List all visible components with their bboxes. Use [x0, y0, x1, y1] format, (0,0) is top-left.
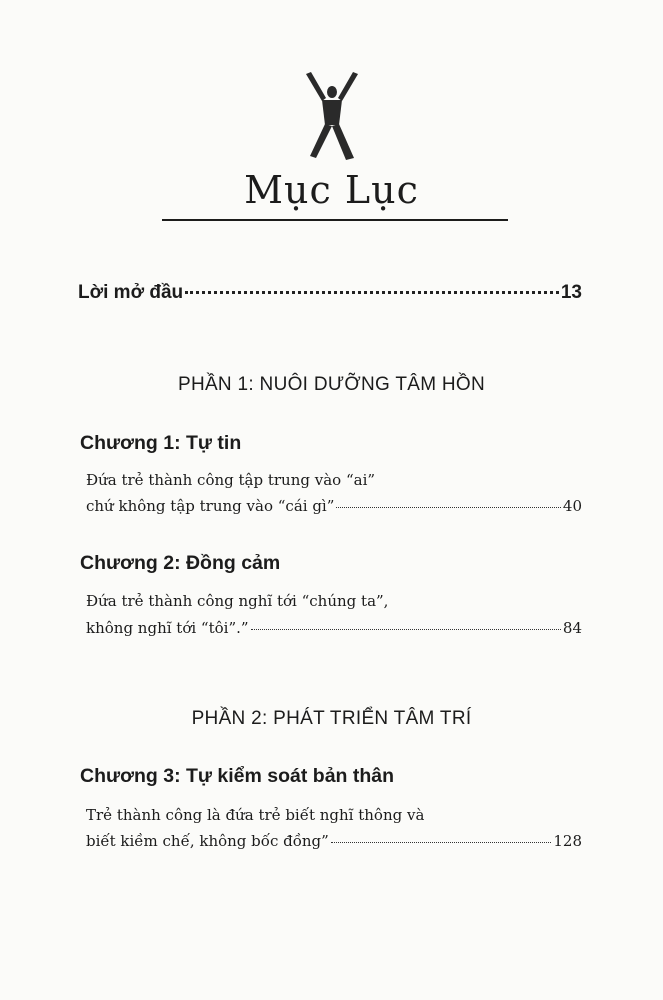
chapter-3-desc-line2: biết kiềm chế, không bốc đồng” [86, 832, 329, 850]
intro-page: 13 [560, 282, 582, 303]
dot-leader [331, 842, 552, 843]
chapter-2-desc-line1: Đứa trẻ thành công nghĩ tới “chúng ta”, [86, 592, 389, 610]
chapter-2-heading: Chương 2: Đồng cảm [80, 552, 281, 574]
chapter-1-heading: Chương 1: Tự tin [80, 432, 242, 454]
chapter-2-desc-line2: không nghĩ tới “tôi”.” [86, 619, 249, 637]
chapter-2-entry [86, 619, 582, 637]
chapter-1-desc-line2: chứ không tập trung vào “cái gì” [86, 497, 335, 515]
chapter-3-entry [86, 832, 582, 850]
part-1-heading: PHẦN 1: NUÔI DƯỠNG TÂM HỒN [177, 374, 486, 395]
part-2-heading: PHẦN 2: PHÁT TRIỂN TÂM TRÍ [191, 708, 472, 729]
jumping-person-icon [302, 70, 362, 165]
dot-leader [336, 507, 561, 508]
chapter-3-heading: Chương 3: Tự kiểm soát bản thân [80, 765, 395, 787]
chapter-3-desc-line1: Trẻ thành công là đứa trẻ biết nghĩ thông và [86, 806, 425, 824]
toc-entry-intro [78, 282, 582, 304]
chapter-3-page: 128 [553, 832, 582, 850]
chapter-1-desc-line1: Đứa trẻ thành công tập trung vào “ai” [86, 471, 376, 489]
chapter-2-page: 84 [562, 619, 582, 637]
chapter-1-page: 40 [562, 497, 582, 515]
title-underline [162, 219, 508, 221]
intro-label: Lời mở đầu [78, 282, 184, 303]
page-title: Mục Lục [244, 168, 419, 212]
dot-leader [185, 291, 559, 294]
chapter-1-entry [86, 497, 582, 515]
dot-leader [251, 629, 561, 630]
